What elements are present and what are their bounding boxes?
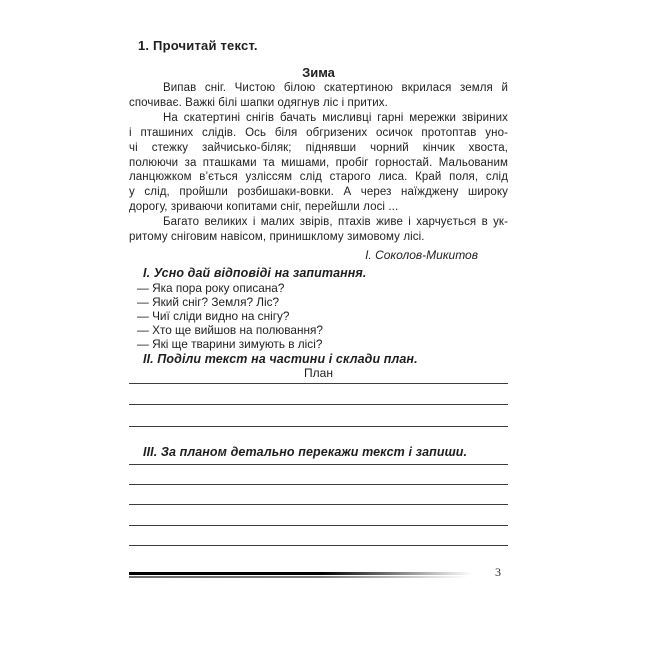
story-paragraph — [129, 111, 508, 215]
story-title: Зима — [302, 65, 335, 80]
footer-rule-thin — [129, 576, 475, 578]
exercise-instruction: 1. Прочитай текст. — [138, 38, 258, 53]
story-author: І. Соколов-Микитов — [365, 247, 478, 262]
writing-line — [129, 505, 508, 525]
story-paragraph — [129, 215, 508, 245]
story-line: у слід, пройшли розбишаки-вовки. А через наїжджену широку — [129, 186, 508, 199]
plan-label: План — [304, 365, 333, 380]
page-footer — [129, 565, 508, 580]
story-line: ланцюжком в’ється узліссям слід старого лиса. Край поля, слід — [129, 171, 508, 184]
writing-line — [129, 485, 508, 505]
story-text — [129, 81, 508, 245]
task-retell-heading: ІІІ. За планом детально перекажи текст і запиши. — [143, 444, 468, 459]
task-plan-heading: ІІ. Поділи текст на частини і склади план. — [143, 351, 418, 366]
question-item: — Яка пора року описана? — [137, 280, 285, 295]
retell-writing-lines — [129, 459, 508, 547]
story-line: На скатертині снігів бачать мисливці гарні мережки звіриних — [163, 111, 508, 124]
writing-line — [129, 384, 508, 406]
story-line: чі стежку зайчисько-біляк; піднявши чорний кінчик хвоста, — [129, 141, 508, 154]
story-line: Багато великих і малих звірів, птахів живе і харчується в ук- — [163, 216, 508, 229]
story-line: ритому сніговим навісом, принишклому зимовому лісі. — [129, 231, 425, 244]
writing-line — [129, 465, 508, 485]
question-item: — Чиї сліди видно на снігу? — [137, 308, 290, 323]
question-item: — Який сніг? Земля? Ліс? — [137, 294, 280, 309]
writing-line — [129, 405, 508, 427]
story-line: полюючи за пташками та мишами, пробіг горностай. Мальованим — [129, 156, 508, 169]
page-number: 3 — [495, 565, 501, 580]
worksheet-page — [129, 0, 508, 650]
story-paragraph — [129, 81, 508, 111]
task-oral-heading: І. Усно дай відповіді на запитання. — [143, 265, 367, 280]
story-line: дорогу, зриваючи копитами сніг, перейшли лосі ... — [129, 201, 399, 214]
question-list — [129, 282, 508, 352]
story-line: спочиває. Важкі білі шапки одягнув ліс і притих. — [129, 96, 388, 109]
question-item: — Які ще тварини зимують в лісі? — [137, 336, 323, 351]
footer-rule-thick — [129, 572, 479, 575]
question-item: — Хто ще вийшов на полювання? — [137, 322, 323, 337]
story-line: і пташиних слідів. Ось біля обгризених осичок протоптав уно- — [129, 126, 508, 139]
story-line: Випав сніг. Чистою білою скатертиною вкрилася земля й — [163, 82, 508, 94]
writing-line — [129, 526, 508, 546]
plan-writing-lines — [129, 380, 508, 427]
